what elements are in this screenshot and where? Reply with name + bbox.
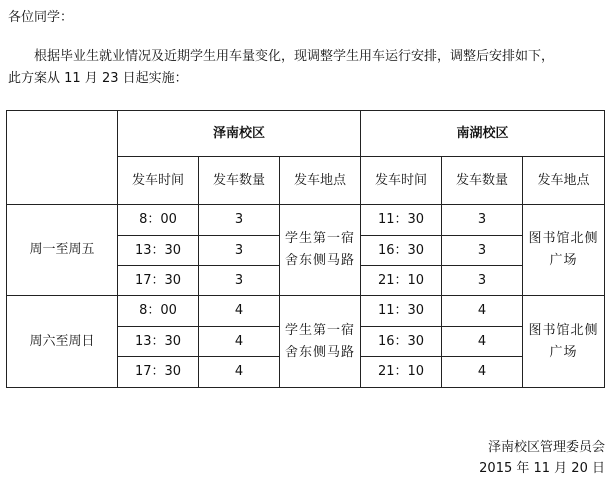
signature-org: 泽南校区管理委员会: [487, 440, 605, 455]
corner-cell: [7, 111, 118, 205]
table-row: [7, 296, 605, 327]
paragraph-line-2: 此方案从 11 月 23 日起实施：: [8, 71, 188, 86]
nanhu-time: 11：30: [361, 296, 442, 327]
col-header-place: 发车地点: [280, 157, 361, 205]
notice-paragraph: [8, 46, 608, 90]
zenan-count: 4: [199, 327, 280, 357]
nanhu-time: 16：30: [361, 236, 442, 266]
zenan-count: 4: [199, 296, 280, 327]
col-header-time: 发车时间: [361, 157, 442, 205]
nanhu-place: 图书馆北侧广场: [523, 296, 605, 388]
nanhu-count: 4: [442, 296, 523, 327]
group-label-weekday: 周一至周五: [7, 205, 118, 296]
signature-date: 2015 年 11 月 20 日: [479, 461, 605, 476]
col-header-count: 发车数量: [442, 157, 523, 205]
zenan-time: 17：30: [118, 357, 199, 388]
zenan-time: 13：30: [118, 236, 199, 266]
nanhu-count: 4: [442, 357, 523, 388]
zenan-time: 8：00: [118, 205, 199, 236]
zenan-time: 8：00: [118, 296, 199, 327]
zenan-count: 4: [199, 357, 280, 388]
nanhu-place: 图书馆北侧广场: [523, 205, 605, 296]
campus-header-zenan: 泽南校区: [118, 111, 361, 157]
zenan-count: 3: [199, 236, 280, 266]
campus-header-nanhu: 南湖校区: [361, 111, 605, 157]
zenan-count: 3: [199, 205, 280, 236]
nanhu-count: 3: [442, 236, 523, 266]
nanhu-time: 21：10: [361, 266, 442, 296]
zenan-time: 13：30: [118, 327, 199, 357]
bus-schedule-table: [6, 110, 605, 388]
table-row: [7, 205, 605, 236]
zenan-place: 学生第一宿舍东侧马路: [280, 296, 361, 388]
nanhu-count: 3: [442, 205, 523, 236]
nanhu-count: 3: [442, 266, 523, 296]
nanhu-time: 21：10: [361, 357, 442, 388]
zenan-time: 17：30: [118, 266, 199, 296]
col-header-count: 发车数量: [199, 157, 280, 205]
group-label-weekend: 周六至周日: [7, 296, 118, 388]
zenan-count: 3: [199, 266, 280, 296]
nanhu-time: 11：30: [361, 205, 442, 236]
col-header-time: 发车时间: [118, 157, 199, 205]
nanhu-time: 16：30: [361, 327, 442, 357]
col-header-place: 发车地点: [523, 157, 605, 205]
greeting: 各位同学：: [8, 10, 74, 25]
nanhu-count: 4: [442, 327, 523, 357]
zenan-place: 学生第一宿舍东侧马路: [280, 205, 361, 296]
paragraph-line-1: 根据毕业生就业情况及近期学生用车量变化，现调整学生用车运行安排，调整后安排如下，: [34, 49, 555, 64]
